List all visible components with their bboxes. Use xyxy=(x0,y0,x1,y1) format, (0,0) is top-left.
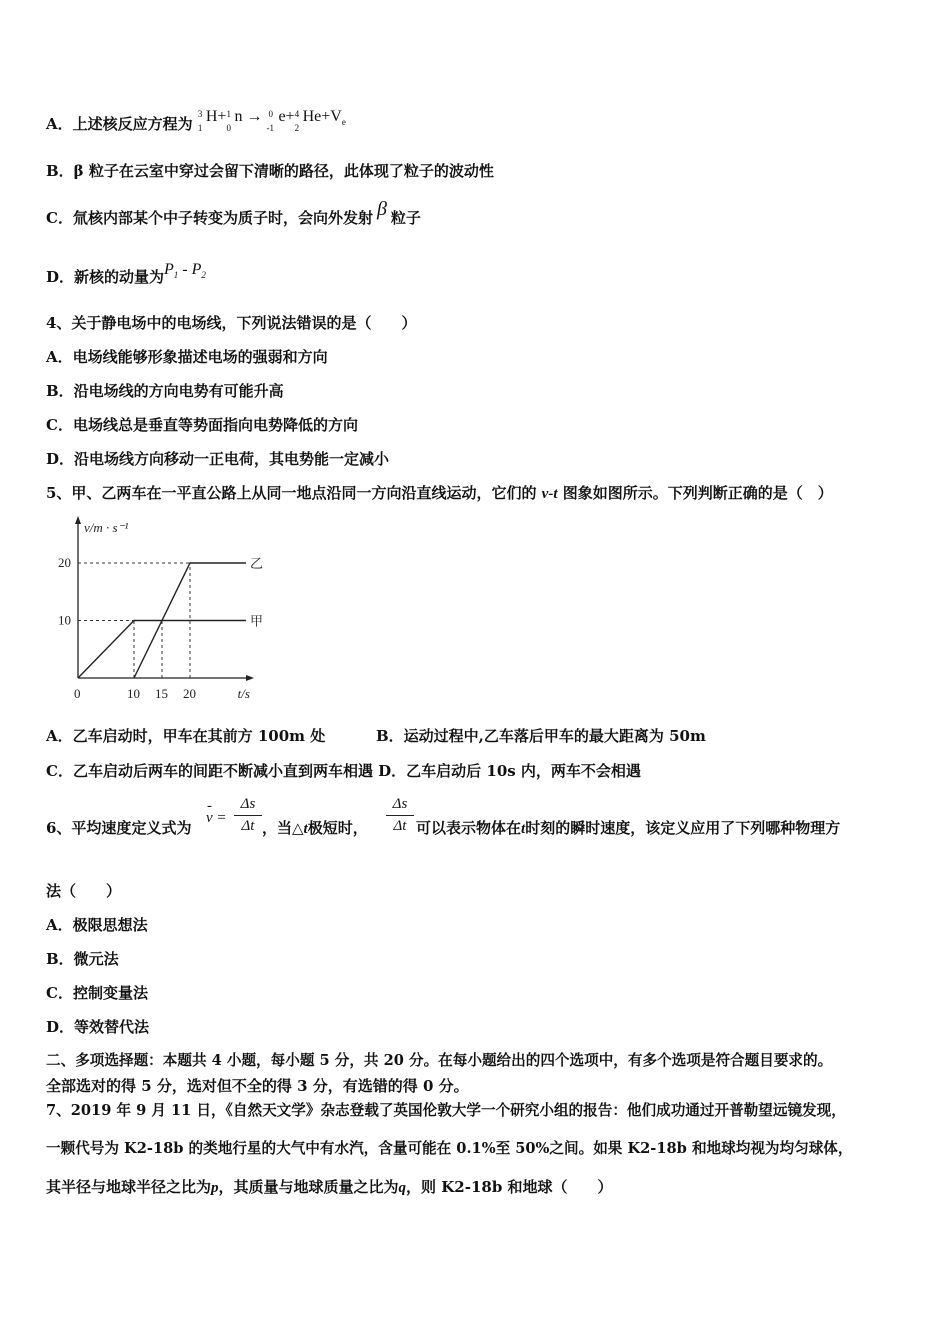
y-tick-label: 10 xyxy=(58,612,71,628)
q5-option-c-d[interactable]: C．乙车启动后两车的间距不断减小直到两车相遇 D．乙车启动后 10s 内，两车不会相遇 xyxy=(46,762,641,780)
section2-heading-line2: 全部选对的得 5 分，选对但不全的得 3 分，有选错的得 0 分。 xyxy=(46,1077,469,1095)
momentum-expression: $P_1 - P_2$ xyxy=(164,261,206,281)
q4-option-c[interactable]: C．电场线总是垂直等势面指向电势降低的方向 xyxy=(46,416,358,434)
q3-option-c[interactable] xyxy=(46,198,421,228)
x-axis-arrow xyxy=(246,675,254,681)
y-axis-arrow xyxy=(75,516,81,524)
x-tick-label: 0 xyxy=(74,686,81,701)
q4-option-d[interactable]: D．沿电场线方向移动一正电荷，其电势能一定减小 xyxy=(46,450,390,468)
vt-chart xyxy=(50,512,280,702)
q4-stem: 4、关于静电场中的电场线，下列说法错误的是（ ） xyxy=(46,314,417,332)
q3-option-b[interactable]: B．β 粒子在云室中穿过会留下清晰的路径，此体现了粒子的波动性 xyxy=(46,162,494,180)
y-axis-label: v/m · s⁻¹ xyxy=(84,520,129,535)
y-tick-label: 20 xyxy=(58,555,71,570)
x-axis-label: t/s xyxy=(237,686,250,701)
series-label: 甲 xyxy=(250,613,264,629)
q6-option-a[interactable]: A．极限思想法 xyxy=(46,916,148,934)
q6-stem-mid: ，当△t极短时， xyxy=(262,819,368,837)
q6-stem-end: 可以表示物体在t时刻的瞬时速度，该定义应用了下列哪种物理方 xyxy=(416,819,841,837)
q6-stem: 6、平均速度定义式为 xyxy=(46,819,192,837)
x-tick-label: 15 xyxy=(155,686,168,701)
q7-line1: 7、2019 年 9 月 11 日，《自然天文学》杂志登载了英国伦敦大学一个研究小组的报告：他们成功通过开普勒望远镜发现， xyxy=(46,1102,846,1119)
q4-option-a[interactable]: A．电场线能够形象描述电场的强弱和方向 xyxy=(46,348,328,366)
q3-option-a-label: A．上述核反应方程为 xyxy=(46,115,193,133)
series-label: 乙 xyxy=(250,556,264,571)
q3-option-a[interactable] xyxy=(46,108,346,140)
instant-velocity-fraction: Δs Δt xyxy=(386,796,414,835)
q6-option-c[interactable]: C．控制变量法 xyxy=(46,984,148,1002)
x-tick-label: 10 xyxy=(127,686,140,701)
q5-stem: 5、甲、乙两车在一平直公路上从同一地点沿同一方向沿直线运动，它们的 v-t 图象如图所示。下列判断正确的是（ ） xyxy=(46,484,833,502)
q7-line3: 其半径与地球半径之比为p，其质量与地球质量之比为q，则 K2-18b 和地球（ ） xyxy=(46,1178,613,1196)
section2-heading-line1: 二、多项选择题：本题共 4 小题，每小题 5 分，共 20 分。在每小题给出的四个选项中，有多个选项是符合题目要求的。 xyxy=(46,1052,833,1069)
x-tick-label: 20 xyxy=(183,686,196,701)
beta-symbol: β xyxy=(376,198,387,220)
nuclear-equation: 3 1 H+ 1 0 n → 0 -1 e+ 4 2 $He+V_e$ xyxy=(197,108,346,134)
q5-option-a[interactable]: A．乙车启动时，甲车在其前方 100m 处 xyxy=(46,727,326,745)
q5-option-b[interactable]: B．运动过程中,乙车落后甲车的最大距离为 50m xyxy=(376,727,706,745)
q3-option-c-suffix: 粒子 xyxy=(390,209,421,227)
q7-line2: 一颗代号为 K2-18b 的类地行星的大气中有水汽，含量可能在 0.1%至 50%之间。如果 K2-18b 和地球均视为均匀球体， xyxy=(46,1140,853,1157)
q3-option-d[interactable] xyxy=(46,261,206,293)
q6-option-b[interactable]: B．微元法 xyxy=(46,950,119,968)
q6-stem-cont: 法（ ） xyxy=(46,882,122,900)
q4-option-b[interactable]: B．沿电场线的方向电势有可能升高 xyxy=(46,382,284,400)
q6-option-d[interactable]: D．等效替代法 xyxy=(46,1018,150,1036)
q3-option-c-text: C．氚核内部某个中子转变为质子时，会向外发射 xyxy=(46,209,373,227)
q3-option-d-text: D．新核的动量为 xyxy=(46,268,165,286)
